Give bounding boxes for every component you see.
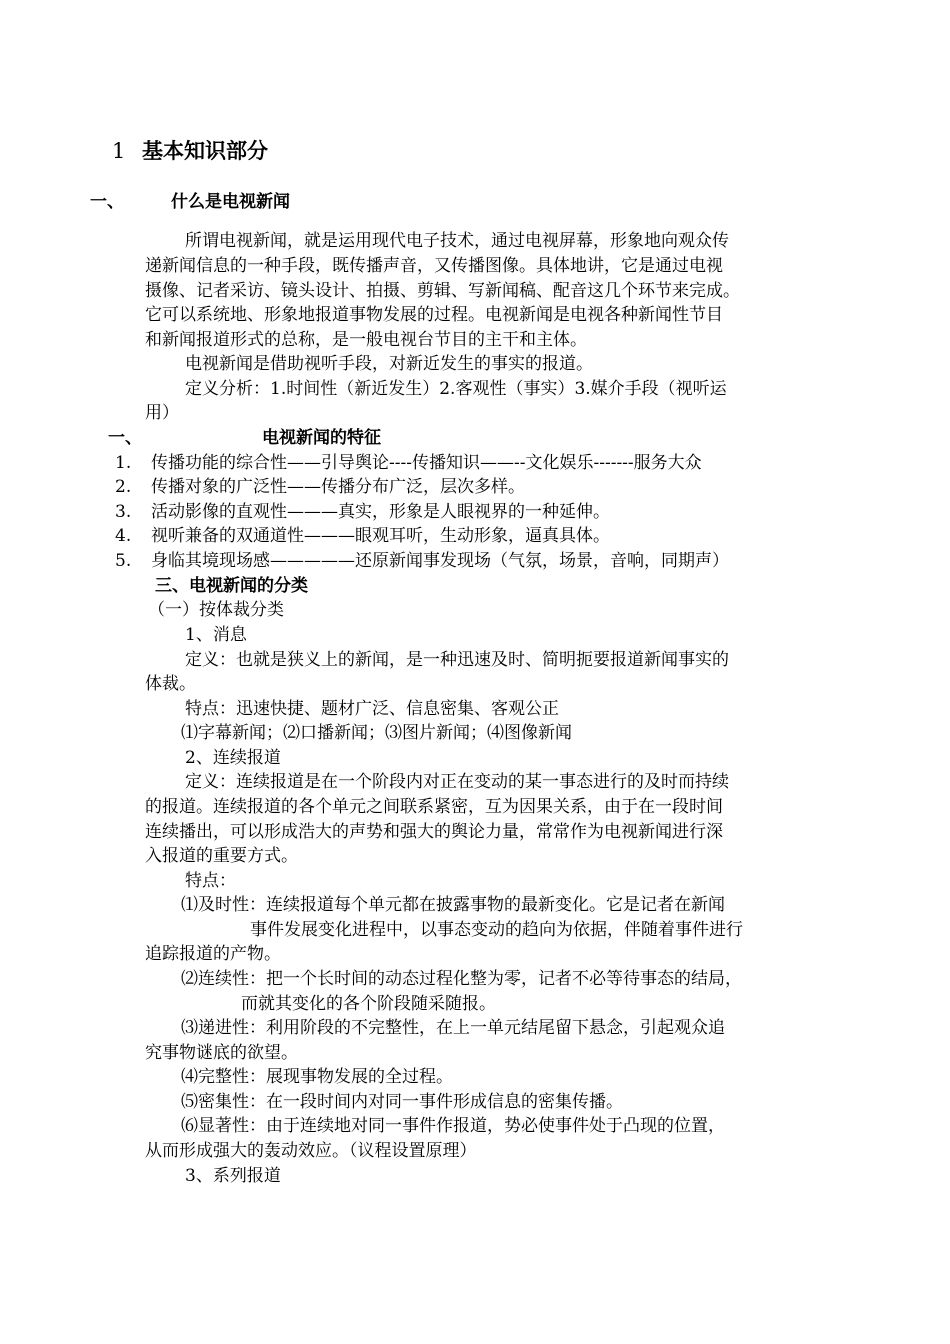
news-types: ⑴字幕新闻；⑵口播新闻；⑶图片新闻；⑷图像新闻: [181, 723, 572, 743]
part1-p1-line: 和新闻报道形式的总称，是一般电视台节目的主干和主体。: [145, 330, 587, 350]
part2-marker: 一、: [108, 428, 142, 448]
news-def-line: 体裁。: [145, 674, 196, 694]
part3-subheading: （一）按体裁分类: [148, 600, 284, 620]
part1-p3-line: 定义分析：1.时间性（新近发生）2.客观性（事实）3.媒介手段（视听运: [185, 379, 727, 399]
feature-item-text: 传播功能的综合性——引导舆论----传播知识——--文化娱乐-------服务大众: [151, 453, 702, 473]
part1-p1-line: 递新闻信息的一种手段，既传播声音，又传播图像。具体地讲，它是通过电视: [145, 256, 723, 276]
part2-title: 电视新闻的特征: [262, 428, 381, 448]
feature-item-number: 1.: [115, 453, 132, 473]
series-heading: 3、系列报道: [185, 1166, 281, 1186]
serial-feature-line: ⑷完整性：展现事物发展的全过程。: [181, 1067, 453, 1087]
serial-feature-line: ⑴及时性：连续报道每个单元都在披露事物的最新变化。它是记者在新闻: [181, 895, 725, 915]
part1-p3-line: 用）: [145, 403, 179, 423]
serial-feature-line: ⑵连续性：把一个长时间的动态过程化整为零，记者不必等待事态的结局，: [181, 969, 742, 989]
serial-def-line: 定义：连续报道是在一个阶段内对正在变动的某一事态进行的及时而持续: [185, 772, 729, 792]
serial-feature-line: 追踪报道的产物。: [145, 944, 281, 964]
part1-title: 什么是电视新闻: [171, 192, 290, 212]
serial-feature-line: 而就其变化的各个阶段随采随报。: [241, 994, 496, 1014]
serial-def-line: 的报道。连续报道的各个单元之间联系紧密，互为因果关系，由于在一段时间: [145, 797, 723, 817]
section-number: 1: [112, 139, 126, 163]
part3-title: 三、电视新闻的分类: [155, 576, 308, 596]
serial-feature-line: ⑶递进性：利用阶段的不完整性，在上一单元结尾留下悬念，引起观众追: [181, 1018, 725, 1038]
part1-p2: 电视新闻是借助视听手段，对新近发生的事实的报道。: [185, 354, 593, 374]
serial-feature-line: 从而形成强大的轰动效应。（议程设置原理）: [145, 1141, 477, 1161]
part1-p1-line: 摄像、记者采访、镜头设计、拍摄、剪辑、写新闻稿、配音这几个环节来完成。: [145, 281, 740, 301]
feature-item-number: 5.: [115, 551, 132, 571]
feature-item-number: 4.: [115, 526, 132, 546]
feature-item-text: 活动影像的直观性———真实，形象是人眼视界的一种延伸。: [151, 502, 610, 522]
part1-p1-line: 所谓电视新闻，就是运用现代电子技术，通过电视屏幕，形象地向观众传: [185, 231, 729, 251]
feature-item-text: 视听兼备的双通道性———眼观耳听，生动形象，逼真具体。: [151, 526, 610, 546]
feature-item-number: 3.: [115, 502, 132, 522]
news-features: 特点：迅速快捷、题材广泛、信息密集、客观公正: [185, 699, 559, 719]
serial-def-line: 连续播出，可以形成浩大的声势和强大的舆论力量，常常作为电视新闻进行深: [145, 822, 723, 842]
serial-def-line: 入报道的重要方式。: [145, 846, 298, 866]
part1-p1-line: 它可以系统地、形象地报道事物发展的过程。电视新闻是电视各种新闻性节目: [145, 305, 723, 325]
serial-feature-line: ⑸密集性：在一段时间内对同一事件形成信息的密集传播。: [181, 1092, 623, 1112]
serial-feature-line: 究事物谜底的欲望。: [145, 1043, 298, 1063]
news-heading: 1、消息: [185, 625, 247, 645]
part1-marker: 一、: [90, 192, 124, 212]
feature-item-number: 2.: [115, 477, 132, 497]
serial-features-label: 特点：: [185, 871, 236, 891]
serial-feature-line: ⑹显著性：由于连续地对同一事件作报道，势必使事件处于凸现的位置，: [181, 1116, 725, 1136]
news-def-line: 定义：也就是狭义上的新闻，是一种迅速及时、简明扼要报道新闻事实的: [185, 650, 729, 670]
feature-item-text: 身临其境现场感—————还原新闻事发现场（气氛，场景，音响，同期声）: [151, 551, 729, 571]
serial-feature-line: 事件发展变化进程中，以事态变动的趋向为依据，伴随着事件进行: [250, 920, 743, 940]
section-title: 基本知识部分: [142, 138, 268, 163]
feature-item-text: 传播对象的广泛性——传播分布广泛，层次多样。: [151, 477, 525, 497]
serial-heading: 2、连续报道: [185, 748, 281, 768]
